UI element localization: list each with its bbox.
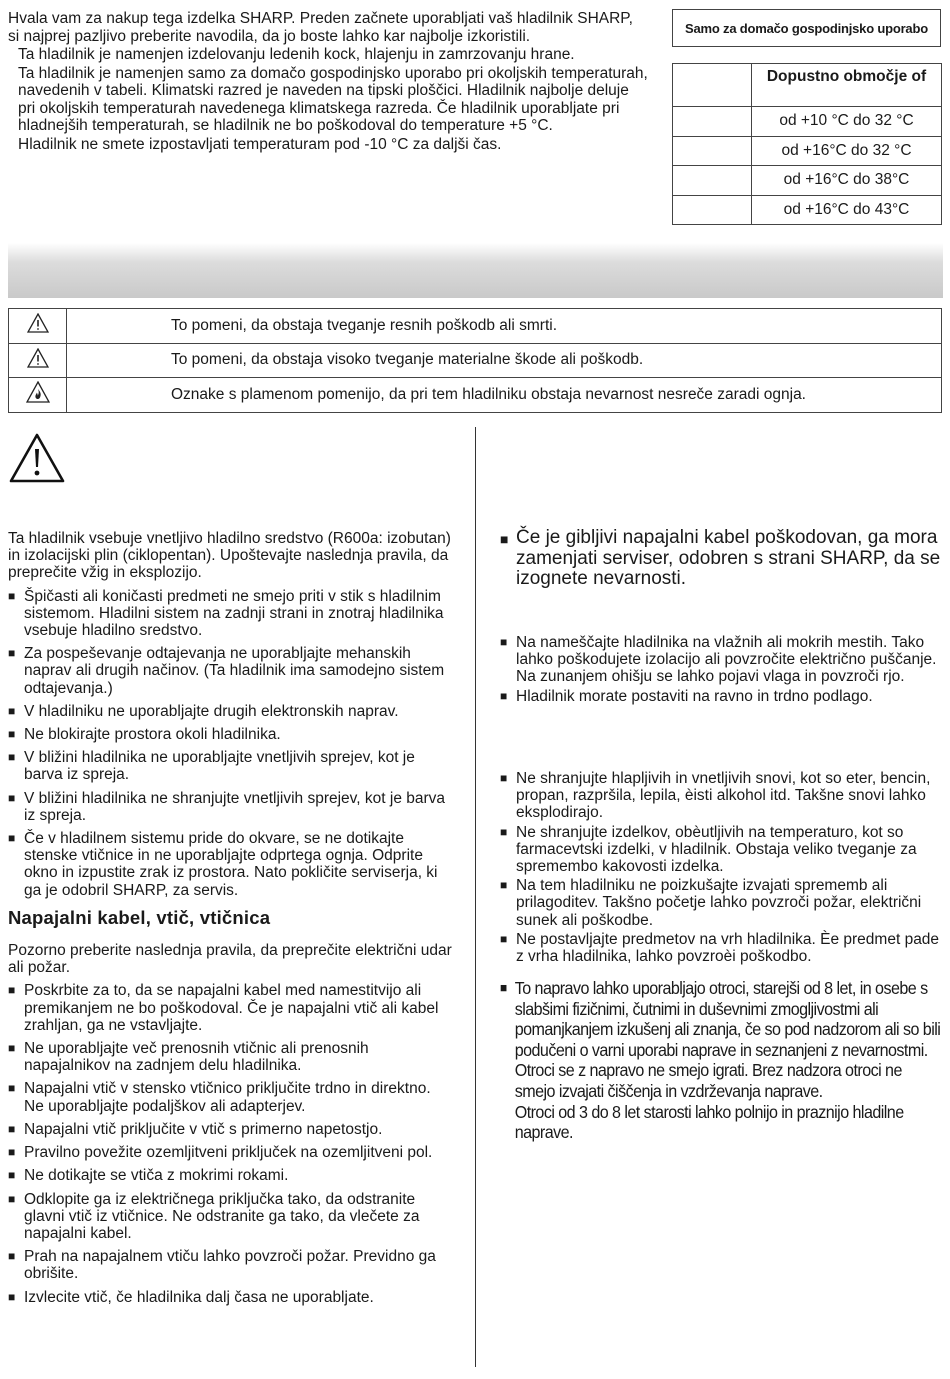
- damaged-cord-warning: ■ Če je gibljivi napajalni kabel poškodovan, ga mora zamenjati serviser, odobren s strani SHARP, da se izognete nevarnosti.: [500, 528, 945, 590]
- climate-class-table: [672, 63, 942, 225]
- list-item: ■ V bližini hladilnika ne uporabljajte vnetljivih sprejev, kot je barva iz spreja.: [8, 749, 453, 783]
- table-row: [673, 107, 942, 137]
- list-item: ■ Za pospeševanje odtajevanja ne uporabljajte mehanskih naprav ali drugih načinov. (Ta hladilnik ima samodejno sistem odtajevanja.): [8, 645, 453, 697]
- list-item: ■ Napajalni vtič priključite v vtič s primerno napetostjo.: [8, 1121, 453, 1138]
- left-column: [8, 530, 453, 1306]
- list-item: ■ Ne shranjujte hlapljivih in vnetljivih snovi, kot so eter, bencin, propan, razpršila, lepila, èisti alkohol itd. Takšne snovi lahko eksplodirajo.: [500, 770, 945, 822]
- table-cell: [673, 136, 752, 166]
- warning-row: [9, 343, 942, 378]
- right-column-placement: [500, 632, 945, 705]
- list-item: ■ V hladilniku ne uporabljajte drugih elektronskih naprav.: [8, 703, 453, 720]
- intro-text: [8, 10, 648, 154]
- table-header-cell: Dopustno območje of: [752, 64, 942, 107]
- warning-legend-table: [8, 308, 942, 413]
- right-column-cord: [500, 528, 945, 590]
- intro-low-temp: Hladilnik ne smete izpostavljati temperaturam pod -10 °C za daljši čas.: [18, 135, 502, 153]
- list-item: ■ Hladilnik morate postaviti na ravno in trdno podlago.: [500, 688, 945, 705]
- warning-row: [9, 378, 942, 413]
- list-item: ■ Poskrbite za to, da se napajalni kabel med namestitvijo ali premikanjem ne bo poškodoval. Če je napajalni vtič ali kabel zrahljan, ga ne vstavljajte.: [8, 982, 453, 1034]
- flame-warning-icon: [9, 378, 67, 413]
- table-cell: [673, 107, 752, 137]
- children-extra-text: Otroci od 3 do 8 let starosti lahko polnijo in praznijo hladilne naprave.: [514, 1101, 904, 1143]
- children-notice: [500, 978, 942, 1143]
- list-item: ■ Na tem hladilniku ne poizkušajte izvajati sprememb ali prilagoditev. Takšno početje lahko povzroči požar, električni sunek ali poškodbe.: [500, 877, 945, 929]
- list-item: ■ Če v hladilnem sistemu pride do okvare, se ne dotikajte stenske vtičnice in ne uporabljajte odprtega ognja. Odprite okno in izpustite zrak iz prostora. Nato pokličite serviserja, ki ga je odobril SHARP, za servis.: [8, 830, 453, 899]
- list-item: ■ Ne dotikajte se vtiča z mokrimi rokami.: [8, 1167, 453, 1184]
- column-divider: [475, 427, 476, 1367]
- section-heading: Napajalni kabel, vtič, vtičnica: [8, 906, 271, 928]
- list-item: ■ Špičasti ali koničasti predmeti ne smejo priti v stik s hladilnim sistemom. Hladilni sistem na zadnji strani in znotraj hladilnika vsebuje hladilno sredstvo.: [8, 588, 453, 640]
- table-cell: [673, 195, 752, 225]
- table-row: [673, 136, 942, 166]
- table-cell: od +16°C do 32 °C: [752, 136, 942, 166]
- intro-climate: Ta hladilnik je namenjen samo za domačo gospodinjsko uporabo pri okoljskih temperaturah, navedenih v tabeli. Klimatski razred je naveden na tipski ploščici. Hladilnik najbolje deluje pri okoljskih temperaturah navedenega klimatskega razreda. Če hladilnik uporabljate pri hladnejših temperaturah, se hladilnik ne bo poškodoval do temperature +5 °C.: [18, 64, 648, 134]
- table-cell: od +16°C do 43°C: [752, 195, 942, 225]
- right-column-storage: [500, 768, 945, 965]
- list-item: ■ Na nameščajte hladilnika na vlažnih ali mokrih mestih. Tako lahko poškodujete izolacijo ali povzročite električno puščanje. Na zunanjem ohišju se lahko pojavi vlaga in povzroči rjo.: [500, 634, 945, 686]
- list-item: ■ Izvlecite vtič, če hladilnika dalj časa ne uporabljate.: [8, 1289, 453, 1306]
- table-cell: od +16°C do 38°C: [752, 166, 942, 196]
- warning-triangle-icon: [9, 433, 65, 488]
- list-item: ■ Ne uporabljajte več prenosnih vtičnic ali prenosnih napajalnikov na zadnjem delu hladilnika.: [8, 1040, 453, 1074]
- list-item: ■ Prah na napajalnem vtiču lahko povzroči požar. Previdno ga obrišite.: [8, 1248, 453, 1282]
- table-row: [673, 195, 942, 225]
- table-cell: od +10 °C do 32 °C: [752, 107, 942, 137]
- power-cord-intro: Pozorno preberite naslednja pravila, da preprečite električni udar ali požar.: [8, 942, 452, 977]
- warning-triangle-icon: [9, 343, 67, 378]
- section-header-band: [8, 243, 943, 298]
- children-main-text: To napravo lahko uporabljajo otroci, starejši od 8 let, in osebe s slabšimi fizičnimi, čutnimi in duševnimi zmogljivostmi ali pomanjkanjem izkušenj ali znanja, če so pod nadzorom ali so bili podučeni o varni uporabi naprave in seznanjeni z nevarnostmi. Otroci se z napravo ne smejo igrati. Brez nadzora otroci ne smejo izvajati čiščenja in vzdrževanja naprave.: [514, 978, 941, 1101]
- list-item: ■ V bližini hladilnika ne shranjujte vnetljivih sprejev, kot je barva iz spreja.: [8, 790, 453, 824]
- refrigerant-intro: Ta hladilnik vsebuje vnetljivo hladilno sredstvo (R600a: izobutan) in izolacijski plin (ciklopentan). Upoštevajte naslednja pravila, da preprečite vžig in eksplozijo.: [8, 530, 451, 582]
- warning-text: To pomeni, da obstaja visoko tveganje materialne škode ali poškodb.: [67, 343, 942, 378]
- list-item: ■ Ne shranjujte izdelkov, obèutljivih na temperaturo, kot so farmacevtski izdelki, v hladilnik. Obstaja veliko tveganje za spremembo kakovosti izdelka.: [500, 824, 945, 876]
- warning-row: [9, 309, 942, 344]
- table-row: [673, 166, 942, 196]
- warning-text: Oznake s plamenom pomenijo, da pri tem hladilniku obstaja nevarnost nesreče zaradi ognja.: [67, 378, 942, 413]
- list-item: ■ Napajalni vtič v stensko vtičnico priključite trdno in direktno. Ne uporabljajte podaljškov ali adapterjev.: [8, 1080, 453, 1114]
- warning-triangle-icon: [9, 309, 67, 344]
- domestic-use-box: Samo za domačo gospodinjsko uporabo: [672, 9, 941, 47]
- table-header-row: [673, 64, 942, 107]
- warning-text: To pomeni, da obstaja tveganje resnih poškodb ali smrti.: [67, 309, 942, 344]
- list-item: ■ Pravilno povežite ozemljitveni priključek na ozemljitveni pol.: [8, 1144, 453, 1161]
- list-item: ■ Ne postavljajte predmetov na vrh hladilnika. Èe predmet pade z vrha hladilnika, lahko povzroèi poškodbo.: [500, 931, 945, 965]
- list-item: ■ Odklopite ga iz električnega priključka tako, da odstranite glavni vtič iz vtičnice. Ne odstranite ga tako, da vlečete za napajalni kabel.: [8, 1191, 453, 1243]
- intro-purpose: Ta hladilnik je namenjen izdelovanju ledenih kock, hlajenju in zamrzovanju hrane.: [18, 46, 575, 63]
- table-header-cell: [673, 64, 752, 107]
- right-column-children: [500, 978, 945, 1143]
- table-cell: [673, 166, 752, 196]
- intro-first: Hvala vam za nakup tega izdelka SHARP. Preden začnete uporabljati vaš hladilnik SHARP, si najprej pazljivo preberite navodila, da jo boste lahko kar najbolje izkoristili.: [8, 10, 633, 45]
- list-item: ■ Ne blokirajte prostora okoli hladilnika.: [8, 726, 453, 743]
